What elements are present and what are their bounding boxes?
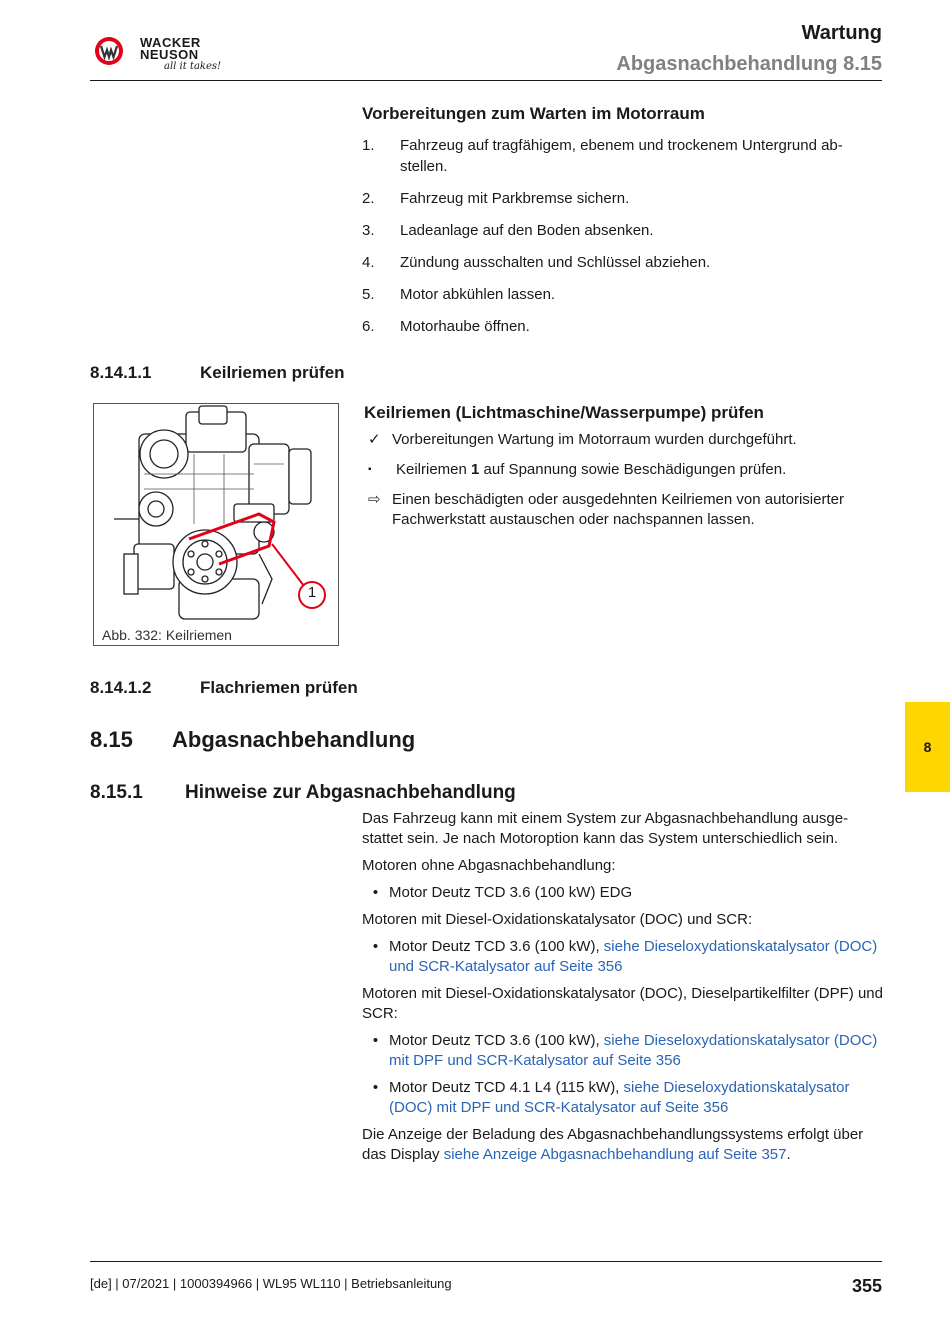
aftertreatment-body	[362, 809, 884, 1172]
step-number: 5.	[362, 286, 375, 303]
header-divider	[90, 80, 882, 81]
engine-figure	[93, 403, 339, 646]
cross-reference-link[interactable]: siehe Dieseloxydationskatalysator (DOC) und SCR-Katalysator auf Seite 356	[389, 938, 878, 975]
section-number: 8.14.1.2	[90, 678, 152, 697]
belt-instructions	[368, 430, 883, 540]
list-item-text-start: Motor Deutz TCD 4.1 L4 (115 kW),	[389, 1079, 624, 1096]
list-item	[362, 188, 882, 209]
step-number: 1.	[362, 137, 375, 154]
step-text: Motor abkühlen lassen.	[400, 286, 556, 303]
group-label: Motoren ohne Abgasnachbehandlung:	[362, 857, 616, 874]
display-paragraph	[362, 1125, 884, 1165]
step-number: 2.	[362, 190, 375, 207]
step-number: 6.	[362, 318, 375, 335]
list-item	[368, 430, 883, 450]
cross-reference-link[interactable]: siehe Anzeige Abgasnachbehandlung auf Seite 357	[443, 1146, 787, 1163]
bullet-icon: •	[372, 938, 379, 955]
list-item	[362, 220, 882, 241]
step-text: Motorhaube öffnen.	[400, 318, 530, 335]
list-item-text-start: Motor Deutz TCD 3.6 (100 kW),	[389, 938, 604, 955]
prep-steps-list	[362, 135, 882, 348]
prep-heading: Vorbereitungen zum Warten im Motorraum	[362, 104, 705, 123]
logo-text-neuson: NEUSON	[140, 47, 199, 62]
step-text: Ladeanlage auf den Boden absenken.	[400, 222, 654, 239]
footer-doc-info: [de] | 07/2021 | 1000394966 | WL95 WL110 | Betriebsanleitung	[90, 1276, 452, 1291]
result-text: Einen beschädigten oder ausgedehnten Keilriemen von autorisierter Fachwerkstatt austauschen oder nachspannen lassen.	[392, 491, 844, 528]
section-number: 8.15.1	[90, 782, 143, 803]
display-text: Die Anzeige der Beladung des Abgasnachbehandlungssystems erfolgt über das Display	[362, 1126, 864, 1163]
list-item-text-start: Motor Deutz TCD 3.6 (100 kW),	[389, 1032, 604, 1049]
bullet-icon: •	[372, 884, 379, 901]
step-text: Zündung ausschalten und Schlüssel abziehen.	[400, 254, 711, 271]
belt-heading: Keilriemen (Lichtmaschine/Wasserpumpe) prüfen	[364, 403, 764, 422]
action-text-start: Keilriemen	[396, 461, 472, 478]
figure-caption: Abb. 332: Keilriemen	[102, 627, 232, 643]
page-number: 355	[851, 1276, 882, 1296]
step-text: Fahrzeug auf tragfähigem, ebenem und trockenem Untergrund ab-stellen.	[400, 137, 843, 175]
section-number: 8.15	[90, 727, 133, 752]
bullet-icon: •	[372, 1079, 379, 1096]
brand-logo-icon	[94, 36, 124, 66]
action-text-bold: 1	[471, 461, 480, 478]
group-label: Motoren mit Diesel-Oxidationskatalysator (DOC), Dieselpartikelfilter (DPF) und SCR:	[362, 985, 883, 1022]
precondition-text: Vorbereitungen Wartung im Motorraum wurden durchgeführt.	[392, 431, 797, 448]
step-text: Fahrzeug mit Parkbremse sichern.	[400, 190, 630, 207]
chapter-title: Wartung	[801, 22, 882, 44]
list-item-text	[389, 937, 884, 977]
list-item	[362, 937, 884, 977]
square-bullet-icon: ▪	[368, 464, 372, 475]
bullet-icon: •	[372, 1032, 379, 1049]
list-item	[362, 1078, 884, 1118]
cross-reference-link[interactable]: siehe Dieseloxydationskatalysator (DOC) mit DPF und SCR-Katalysator auf Seite 356	[389, 1079, 850, 1116]
chapter-tab-number: 8	[923, 739, 932, 755]
step-number: 4.	[362, 254, 375, 271]
section-title: Hinweise zur Abgasnachbehandlung	[185, 782, 516, 803]
list-item	[362, 284, 882, 305]
logo-text-wacker: WACKER	[140, 35, 201, 50]
logo-slogan: all it takes!	[164, 61, 222, 72]
list-item-text: Motor Deutz TCD 3.6 (100 kW) EDG	[389, 884, 633, 901]
list-item-text	[389, 1031, 884, 1071]
section-title: Flachriemen prüfen	[200, 678, 358, 697]
list-item	[362, 135, 882, 177]
callout-number: 1	[307, 584, 317, 601]
result-arrow-icon: ⇨	[368, 491, 381, 508]
checkmark-icon: ✓	[368, 431, 381, 448]
action-text-end: auf Spannung sowie Beschädigungen prüfen.	[479, 461, 787, 478]
list-item	[362, 883, 884, 903]
section-title: Keilriemen prüfen	[200, 363, 345, 382]
list-item	[362, 252, 882, 273]
section-number: 8.14.1.1	[90, 363, 152, 382]
step-number: 3.	[362, 222, 375, 239]
list-item	[362, 316, 882, 337]
section-title: Abgasnachbehandlung	[172, 727, 416, 752]
list-item-text	[389, 1078, 884, 1118]
list-item	[362, 1031, 884, 1071]
group-label: Motoren mit Diesel-Oxidationskatalysator (DOC) und SCR:	[362, 911, 753, 928]
intro-paragraph: Das Fahrzeug kann mit einem System zur Abgasnachbehandlung ausge-stattet sein. Je nach Motoroption kann das System unterschiedlich sein.	[362, 810, 849, 847]
display-text-end: .	[786, 1146, 791, 1163]
engine-drawing-icon	[94, 404, 338, 645]
list-item	[368, 460, 883, 480]
list-item	[368, 490, 883, 530]
footer-divider	[90, 1261, 882, 1262]
action-text	[392, 460, 786, 480]
cross-reference-link[interactable]: siehe Dieseloxydationskatalysator (DOC) mit DPF und SCR-Katalysator auf Seite 356	[389, 1032, 878, 1069]
section-header: Abgasnachbehandlung 8.15	[616, 53, 882, 75]
